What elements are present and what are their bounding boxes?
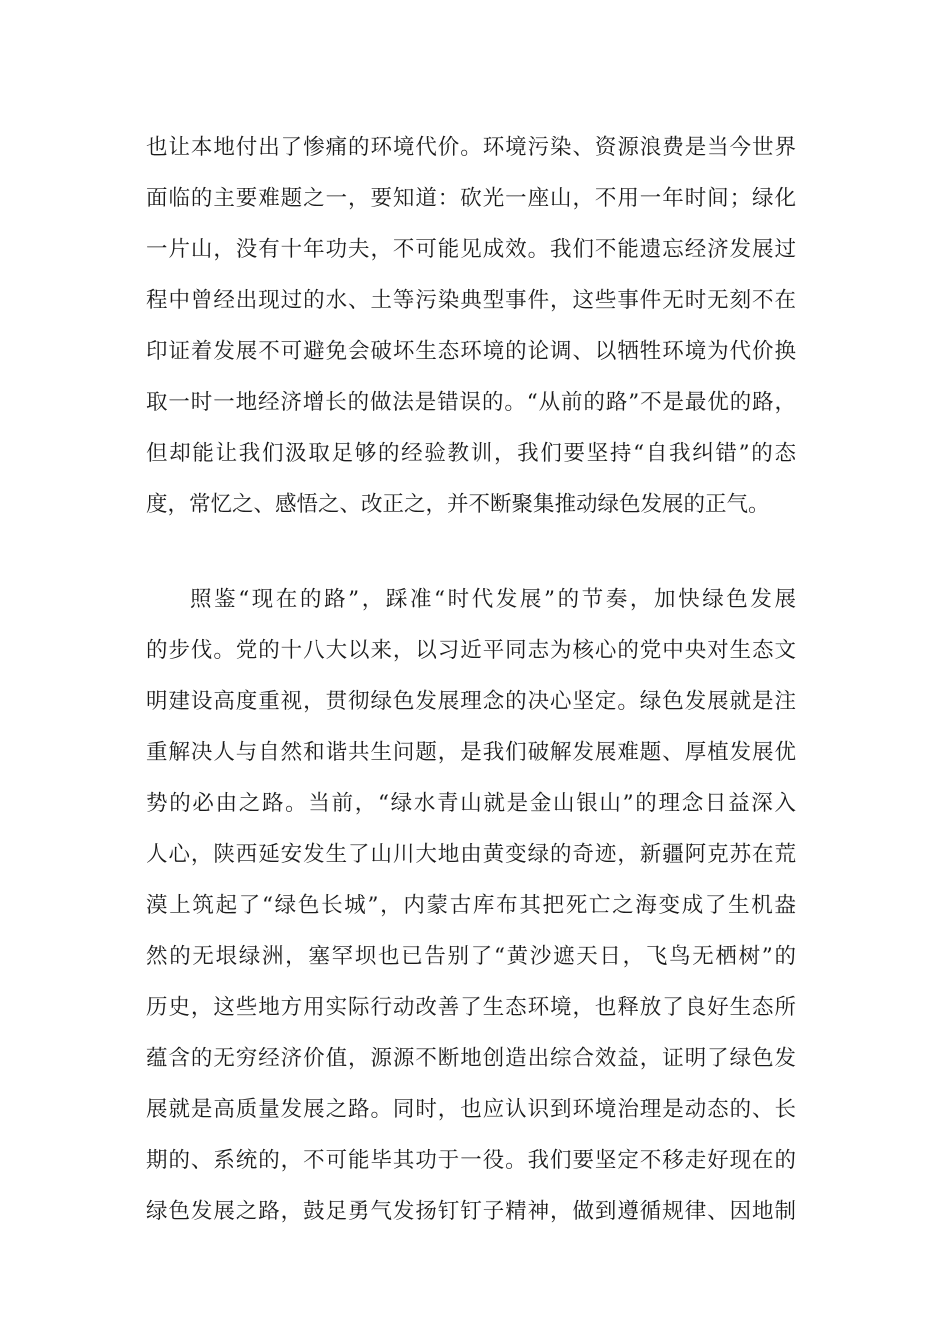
paragraph-2 (146, 574, 796, 1237)
text-line: 人心，陕西延安发生了山川大地由黄变绿的奇迹，新疆阿克苏在荒 (146, 842, 796, 867)
text-line: 势的必由之路。当前，“绿水青山就是金山银山”的理念日益深入 (146, 791, 796, 816)
text-line: 一片山，没有十年功夫，不可能见成效。我们不能遗忘经济发展过 (146, 237, 796, 262)
text-line: 绿色发展之路，鼓足勇气发扬钉钉子精神，做到遵循规律、因地制 (146, 1199, 796, 1224)
text-line: 蕴含的无穷经济价值，源源不断地创造出综合效益，证明了绿色发 (146, 1046, 796, 1071)
text-line: 也让本地付出了惨痛的环境代价。环境污染、资源浪费是当今世界 (146, 135, 796, 160)
text-line: 展就是高质量发展之路。同时，也应认识到环境治理是动态的、长 (146, 1097, 796, 1122)
text-line: 历史，这些地方用实际行动改善了生态环境，也释放了良好生态所 (146, 995, 796, 1020)
text-line: 取一时一地经济增长的做法是错误的。“从前的路”不是最优的路， (146, 390, 796, 415)
text-line: 的步伐。党的十八大以来，以习近平同志为核心的党中央对生态文 (146, 638, 796, 663)
text-line: 面临的主要难题之一，要知道：砍光一座山，不用一年时间；绿化 (146, 186, 796, 211)
text-line: 明建设高度重视，贯彻绿色发展理念的决心坚定。绿色发展就是注 (146, 689, 796, 714)
text-line: 但却能让我们汲取足够的经验教训，我们要坚持“自我纠错”的态 (146, 441, 796, 466)
text-line: 漠上筑起了“绿色长城”，内蒙古库布其把死亡之海变成了生机盎 (146, 893, 796, 918)
text-line: 期的、系统的，不可能毕其功于一役。我们要坚定不移走好现在的 (146, 1148, 796, 1173)
text-line: 程中曾经出现过的水、土等污染典型事件，这些事件无时无刻不在 (146, 288, 796, 313)
text-line: 印证着发展不可避免会破坏生态环境的论调、以牺牲环境为代价换 (146, 339, 796, 364)
paragraph-1 (146, 122, 796, 530)
text-line: 重解决人与自然和谐共生问题，是我们破解发展难题、厚植发展优 (146, 740, 796, 765)
text-line: 度，常忆之、感悟之、改正之，并不断聚集推动绿色发展的正气。 (146, 492, 770, 517)
text-line: 然的无垠绿洲，塞罕坝也已告别了“黄沙遮天日，飞鸟无栖树”的 (146, 944, 796, 969)
text-line: 照鉴“现在的路”，踩准“时代发展”的节奏，加快绿色发展 (190, 587, 796, 612)
